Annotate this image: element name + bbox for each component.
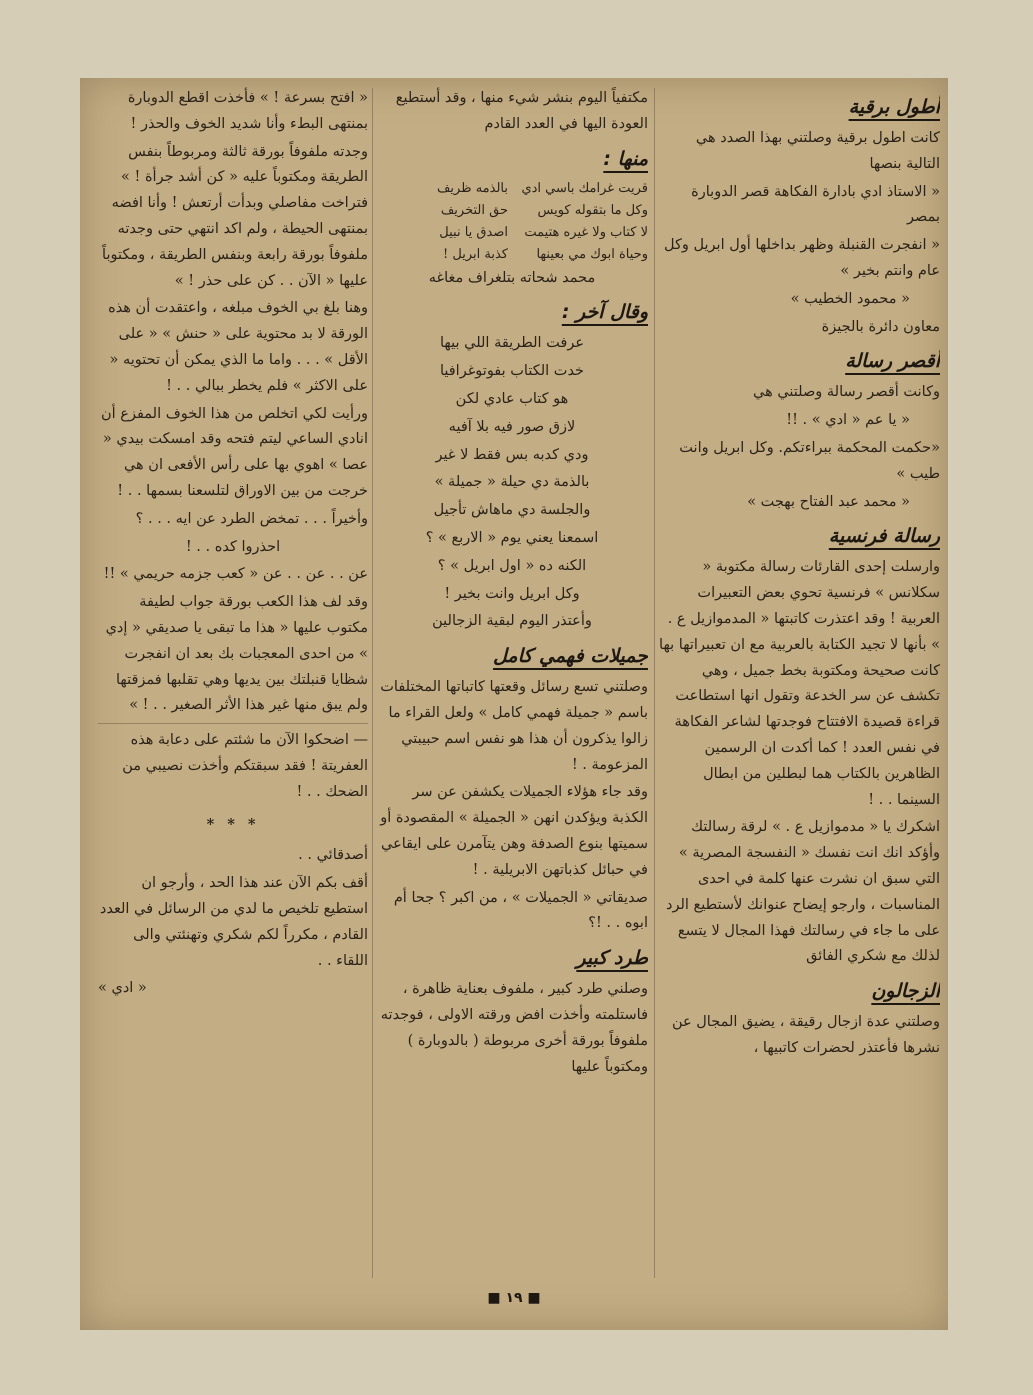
- paragraph: عن . . عن . . عن « كعب جزمه حريمي » !!: [103, 566, 368, 583]
- verse-line: لازق صور فيه بلا آفيه: [448, 418, 576, 435]
- paragraph: اشكرك يا « مدموازيل ع . » لرقة رسالتك وأؤكد انك انت نفسك « النفسجة المصرية » التي سبق ان نشرت عنها كلمة في احدى المناسبات ، وارجو إيضاح عنوانك لأستطيع الرد على ما جاء في رسالتك فهذا المجال لا يتسع لذلك مع شكري الفائق: [666, 819, 940, 965]
- heading-big-parcel: طرد كبير: [576, 947, 648, 970]
- magazine-page: [80, 78, 948, 1330]
- paragraph: « افتح بسرعة ! » فأخذت اقطع الدوبارة بمنتهى البطء وأنا شديد الخوف والحذر !: [127, 90, 368, 132]
- verse-line: اسمعنا يعني يوم « الاربع » ؟: [425, 529, 599, 546]
- column-left: [98, 86, 368, 1286]
- paragraph: وصلتني تسع رسائل وقعتها كاتباتها المختلفات باسم « جميلة فهمي كامل » ولعل القراء ما زالوا يذكرون أن هذا هو نفس اسم حبيبتي المزعومة . !: [380, 679, 648, 773]
- heading-another-said: وقال آخر :: [561, 301, 648, 324]
- paragraph: وأخيراً . . . تمخض الطرد عن ايه . . . ؟: [135, 510, 368, 527]
- paragraph: أصدقائي . .: [298, 847, 368, 864]
- heading-from-them: منها :: [603, 147, 648, 170]
- verse-line: خدت الكتاب بفوتوغرافيا: [439, 363, 585, 380]
- paragraph: — اضحكوا الآن ما شئتم على دعابة هذه العفريتة ! فقد سبقتكم وأخذت نصيبي من الضحك . . !: [122, 732, 368, 800]
- verse-line: والجلسة دي ماهاش تأجيل: [433, 502, 591, 519]
- paragraph: «حكمت المحكمة ببراءتكم. وكل ابريل وانت طيب »: [679, 439, 940, 482]
- verse-line: عرفت الطريقة اللي بيها: [440, 335, 584, 352]
- poem-line: وحياة ابوك مي بعينها: [536, 246, 648, 262]
- heading-shortest-letter: أقصر رسالة: [845, 350, 940, 373]
- heading-french-letter: رسالة فرنسية: [828, 525, 940, 548]
- heading-zajal-poets: الزجالون: [871, 980, 940, 1003]
- paragraph: « يا عم « ادي » . !!: [786, 412, 910, 429]
- verse-line: هو كتاب عادي لكن: [455, 390, 569, 407]
- paragraph: وقد لف هذا الكعب بورقة جواب لطيفة مكتوب عليها « هذا ما تبقى يا صديقي « إدي » من احدى المعجبات بك بعد ان انفجرت شظايا قنبلتك بين يديها وهي تقلبها فمزقتها ولم يبق منها غير هذا الأثر الصغير . . ! »: [105, 594, 368, 714]
- paragraph: وصلتني عدة ازجال رقيقة ، يضيق المجال عن نشرها فأعتذر لحضرات كاتبيها ،: [671, 1014, 940, 1056]
- poem-line: حق التخريف: [440, 202, 508, 218]
- paragraph: وكانت أقصر رسالة وصلتني هي: [752, 384, 940, 401]
- poem-line: كذبة ابريل !: [443, 246, 508, 262]
- section-stars: * * *: [206, 815, 260, 833]
- paragraph: أقف بكم الآن عند هذا الحد ، وأرجو ان استطيع تلخيص ما لدي من الرسائل في العدد القادم ، مكرراً لكم شكري وتهنئتي والى اللقاء . .: [99, 875, 368, 969]
- poem-line: بالذمه ظريف: [436, 180, 508, 196]
- paragraph: وارسلت إحدى القارئات رسالة مكتوبة « سكلانس » فرنسية تحوي بعض التعبيرات العربية ! وقد اعتذرت كاتبتها « المدموازيل ع . » بأنها لا تجيد الكتابة بالعربية مع ان تعبيراتها بها كانت صحيحة ومكتوبة بخط جميل ، وهي تكشف عن سر الخدعة وتقول انها استطاعت قراءة قصيدة الافتتاح فوجدتها لشاعر الفكاهة في نفس العدد ! كما أكدت ان الرسمين الظاهرين بالكتاب هما لبطلين من ابطال السينما . . !: [659, 559, 940, 808]
- paragraph: احذروا كده . . !: [185, 538, 281, 555]
- verse-line: وكل ابريل وانت بخير !: [444, 585, 580, 602]
- poem-line: لا كتاب ولا غيره هتيمت: [524, 224, 648, 240]
- signature: « محمود الخطيب »: [790, 290, 910, 307]
- paragraph: وصلني طرد كبير ، ملفوف بعناية ظاهرة ، فاستلمته وأخذت افض ورقته الاولى ، فوجدته ملفوفاً بورقة أخرى مربوطة ( بالدوبارة ) ومكتوباً عليها: [380, 981, 648, 1075]
- paragraph: مكتفياً اليوم بنشر شيء منها ، وقد أستطيع العودة اليها في العدد القادم: [395, 90, 648, 132]
- paragraph: وقد جاء هؤلاء الجميلات يكشفن عن سر الكذبة ويؤكدن انهن « الجميلة » المقصودة أو سميتها بنوع الصدفة وهن يتآمرن على ايقاعي في حبائل كذباتهن الابريلية . !: [380, 784, 648, 878]
- verse-line: بالذمة دي حيلة « جميلة »: [434, 474, 590, 491]
- column-divider: [654, 88, 655, 1278]
- poem-line: وكل ما بتقوله كويس: [537, 202, 648, 218]
- poem-line: اصدق يا نبيل: [439, 224, 508, 240]
- column-divider: [372, 88, 373, 1278]
- paragraph: « انفجرت القنبلة وظهر بداخلها أول ابريل وكل عام وانتم بخير »: [664, 237, 940, 279]
- page-number: ■ ١٩ ■: [487, 1290, 541, 1306]
- paragraph: وجدته ملفوفاً بورقة ثالثة ومربوطاً بنفس الطريقة ومكتوباً عليه « كن أشد جرأة ! » فتراخت مفاصلي وبدأت أرتعش ! وأنا افضه بمنتهى الحيطة ، ولم اكد انتهي حتى وجدته ملفوفاً بورقة رابعة وبنفس الطريقة ، ومكتوباً عليها « الآن . . كن على حذر ! »: [102, 143, 368, 289]
- poem: [376, 178, 648, 266]
- signature: « محمد عبد الفتاح بهجت »: [747, 493, 910, 510]
- poem-line: قريت غرامك باسي ادي: [521, 180, 648, 196]
- verse-line: وأعتذر اليوم لبقية الزجالين: [432, 613, 592, 630]
- paragraph: « الاستاذ ادي بادارة الفكاهة قصر الدوبارة بمصر: [691, 183, 940, 226]
- paragraph: معاون دائرة بالجيزة: [821, 318, 940, 335]
- column-middle: [376, 86, 648, 1286]
- signature: « ادي »: [98, 980, 147, 997]
- verse-line: ودي كدبه بس فقط لا غير: [435, 446, 589, 463]
- divider: [98, 723, 368, 724]
- heading-fahmy-kamel-beauties: جميلات فهمي كامل: [493, 645, 648, 668]
- heading-longest-telegram: أطول برقية: [848, 96, 940, 118]
- column-right: [658, 86, 940, 1286]
- signature: محمد شحاته بتلغراف مغاغه: [428, 269, 596, 286]
- paragraph: وهنا بلغ بي الخوف مبلغه ، واعتقدت أن هذه الورقة لا بد محتوية على « حنش » « على الأقل » . . . واما ما الذي يمكن أن تحتويه « على الاكثر » فلم يخطر ببالي . . !: [108, 300, 368, 394]
- paragraph: ورأيت لكي اتخلص من هذا الخوف المفزع أن انادي الساعي ليتم فتحه وقد امسكت بيدي « عصا » اهوي بها على رأس الأفعى ان هي خرجت من بين الاوراق لتلسعنا بسمها . . !: [101, 405, 368, 499]
- paragraph: كانت اطول برقية وصلتني بهذا الصدد هي التالية بنصها: [695, 130, 940, 172]
- paragraph: صديقاتي « الجميلات » ، من اكبر ؟ جحا أم ابوه . . !؟: [393, 889, 648, 932]
- verse-line: الكنه ده « اول ابريل » ؟: [437, 557, 587, 574]
